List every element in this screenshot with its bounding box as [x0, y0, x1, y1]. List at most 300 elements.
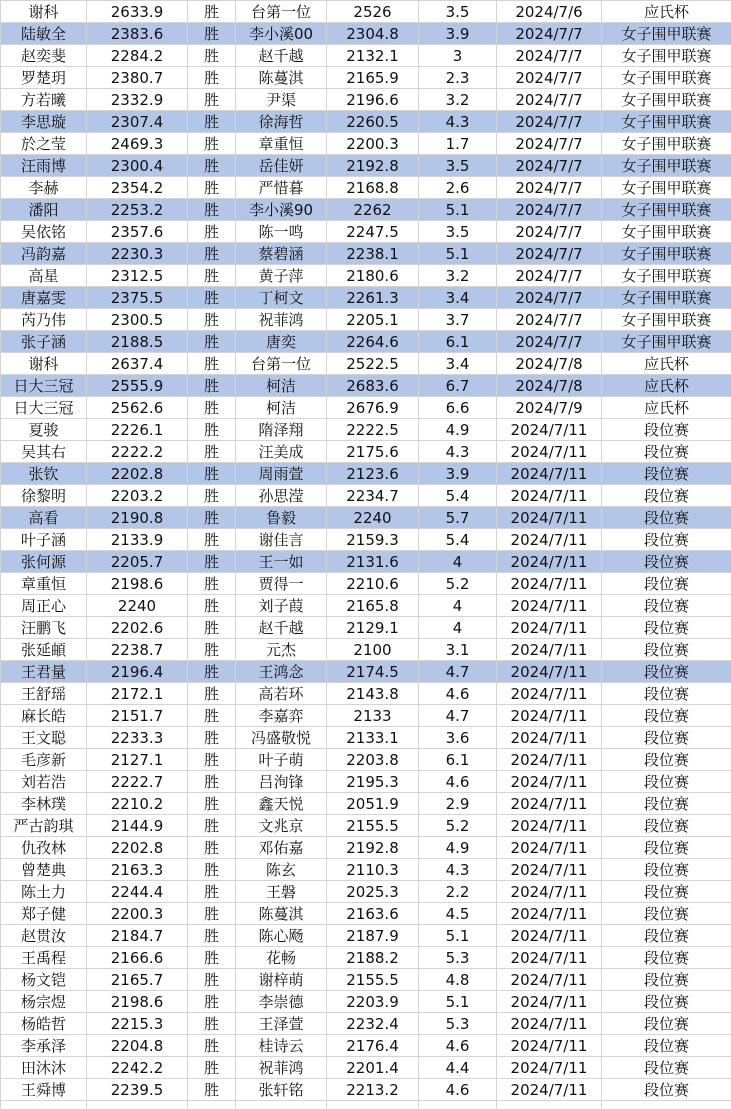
result-cell[interactable]: 胜: [188, 903, 236, 925]
result-cell[interactable]: 胜: [188, 551, 236, 573]
loser-rating-cell[interactable]: 2240: [327, 507, 419, 529]
result-cell[interactable]: 胜: [188, 727, 236, 749]
winner-name-cell[interactable]: 冯韵嘉: [1, 243, 87, 265]
result-cell[interactable]: 胜: [188, 419, 236, 441]
table-row[interactable]: [1, 661, 731, 683]
table-row[interactable]: [1, 881, 731, 903]
loser-name-cell[interactable]: 柯洁: [236, 397, 327, 419]
game-date-cell[interactable]: 2024/7/11: [497, 441, 602, 463]
winner-name-cell[interactable]: 高星: [1, 265, 87, 287]
game-date-cell[interactable]: 2024/7/7: [497, 23, 602, 45]
game-date-cell[interactable]: 2024/7/7: [497, 199, 602, 221]
rating-diff-cell[interactable]: 3.5: [419, 1, 497, 23]
tournament-cell[interactable]: 段位赛: [602, 551, 731, 573]
winner-rating-cell[interactable]: 2222.7: [87, 771, 188, 793]
result-cell[interactable]: 胜: [188, 1035, 236, 1057]
loser-rating-cell[interactable]: 2132.1: [327, 45, 419, 67]
rating-diff-cell[interactable]: 5.1: [419, 199, 497, 221]
loser-name-cell[interactable]: 陈蔓淇: [236, 903, 327, 925]
game-date-cell[interactable]: 2024/7/11: [497, 1057, 602, 1079]
tournament-cell[interactable]: 段位赛: [602, 815, 731, 837]
game-date-cell[interactable]: 2024/7/7: [497, 155, 602, 177]
table-row[interactable]: [1, 375, 731, 397]
loser-name-cell[interactable]: 冯盛敬悦: [236, 727, 327, 749]
tournament-cell[interactable]: 女子围甲联赛: [602, 155, 731, 177]
table-row[interactable]: [1, 221, 731, 243]
result-cell[interactable]: 胜: [188, 661, 236, 683]
result-cell[interactable]: 胜: [188, 397, 236, 419]
tournament-cell[interactable]: 段位赛: [602, 419, 731, 441]
tournament-cell[interactable]: 段位赛: [602, 903, 731, 925]
rating-diff-cell[interactable]: 2.9: [419, 793, 497, 815]
rating-diff-cell[interactable]: 4.3: [419, 859, 497, 881]
table-row[interactable]: [1, 969, 731, 991]
loser-rating-cell[interactable]: 2155.5: [327, 815, 419, 837]
winner-name-cell[interactable]: 日大三冠: [1, 375, 87, 397]
winner-name-cell[interactable]: 汪雨博: [1, 155, 87, 177]
loser-rating-cell[interactable]: 2110.3: [327, 859, 419, 881]
loser-rating-cell[interactable]: 2129.1: [327, 617, 419, 639]
winner-name-cell[interactable]: 麻长皓: [1, 705, 87, 727]
loser-rating-cell[interactable]: 2203.9: [327, 991, 419, 1013]
tournament-cell[interactable]: 段位赛: [602, 727, 731, 749]
rating-diff-cell[interactable]: 5.2: [419, 573, 497, 595]
result-cell[interactable]: 胜: [188, 287, 236, 309]
table-row[interactable]: [1, 45, 731, 67]
tournament-cell[interactable]: 女子围甲联赛: [602, 243, 731, 265]
rating-diff-cell[interactable]: 6.6: [419, 397, 497, 419]
tournament-cell[interactable]: 段位赛: [602, 529, 731, 551]
game-date-cell[interactable]: 2024/7/11: [497, 859, 602, 881]
game-date-cell[interactable]: 2024/7/11: [497, 529, 602, 551]
tournament-cell[interactable]: 段位赛: [602, 573, 731, 595]
loser-rating-cell[interactable]: 2205.1: [327, 309, 419, 331]
game-date-cell[interactable]: 2024/7/11: [497, 925, 602, 947]
tournament-cell[interactable]: 女子围甲联赛: [602, 331, 731, 353]
tournament-cell[interactable]: 段位赛: [602, 837, 731, 859]
game-date-cell[interactable]: 2024/7/7: [497, 309, 602, 331]
game-date-cell[interactable]: 2024/7/11: [497, 903, 602, 925]
game-date-cell[interactable]: 2024/7/11: [497, 947, 602, 969]
winner-rating-cell[interactable]: 2312.5: [87, 265, 188, 287]
table-row[interactable]: [1, 991, 731, 1013]
game-date-cell[interactable]: 2024/7/11: [497, 595, 602, 617]
loser-name-cell[interactable]: 严惜暮: [236, 177, 327, 199]
game-date-cell[interactable]: 2024/7/11: [497, 1079, 602, 1101]
rating-diff-cell[interactable]: 4.8: [419, 969, 497, 991]
game-date-cell[interactable]: 2024/7/11: [497, 1035, 602, 1057]
game-date-cell[interactable]: 2024/7/11: [497, 573, 602, 595]
game-date-cell[interactable]: 2024/7/11: [497, 793, 602, 815]
result-cell[interactable]: 胜: [188, 837, 236, 859]
game-date-cell[interactable]: 2024/7/11: [497, 617, 602, 639]
loser-name-cell[interactable]: 蔡碧涵: [236, 243, 327, 265]
rating-diff-cell[interactable]: 4.6: [419, 683, 497, 705]
game-date-cell[interactable]: 2024/7/11: [497, 815, 602, 837]
table-row[interactable]: [1, 89, 731, 111]
winner-name-cell[interactable]: 李赫: [1, 177, 87, 199]
loser-name-cell[interactable]: 祝菲鸿: [236, 1057, 327, 1079]
tournament-cell[interactable]: 段位赛: [602, 1013, 731, 1035]
rating-diff-cell[interactable]: 4: [419, 551, 497, 573]
winner-name-cell[interactable]: 严古韵琪: [1, 815, 87, 837]
loser-name-cell[interactable]: 陈玄: [236, 859, 327, 881]
tournament-cell[interactable]: 女子围甲联赛: [602, 265, 731, 287]
winner-name-cell[interactable]: 王文聪: [1, 727, 87, 749]
loser-name-cell[interactable]: 李小溪90: [236, 199, 327, 221]
winner-name-cell[interactable]: 李思璇: [1, 111, 87, 133]
game-date-cell[interactable]: 2024/7/7: [497, 177, 602, 199]
game-date-cell[interactable]: 2024/7/11: [497, 507, 602, 529]
tournament-cell[interactable]: 女子围甲联赛: [602, 133, 731, 155]
winner-rating-cell[interactable]: 2198.6: [87, 991, 188, 1013]
tournament-cell[interactable]: 女子围甲联赛: [602, 199, 731, 221]
tournament-cell[interactable]: 段位赛: [602, 749, 731, 771]
winner-rating-cell[interactable]: 2226.1: [87, 419, 188, 441]
table-row[interactable]: [1, 507, 731, 529]
loser-name-cell[interactable]: 赵千越: [236, 617, 327, 639]
result-cell[interactable]: 胜: [188, 793, 236, 815]
loser-rating-cell[interactable]: 2192.8: [327, 155, 419, 177]
tournament-cell[interactable]: 段位赛: [602, 881, 731, 903]
loser-name-cell[interactable]: 王一如: [236, 551, 327, 573]
rating-diff-cell[interactable]: 6.1: [419, 331, 497, 353]
loser-name-cell[interactable]: 叶子萌: [236, 749, 327, 771]
rating-diff-cell[interactable]: 3.9: [419, 463, 497, 485]
result-cell[interactable]: 胜: [188, 881, 236, 903]
game-date-cell[interactable]: 2024/7/11: [497, 969, 602, 991]
loser-name-cell[interactable]: 元杰: [236, 639, 327, 661]
rating-diff-cell[interactable]: 4.5: [419, 903, 497, 925]
tournament-cell[interactable]: 段位赛: [602, 991, 731, 1013]
loser-name-cell[interactable]: 陈一鸣: [236, 221, 327, 243]
winner-name-cell[interactable]: 罗楚玥: [1, 67, 87, 89]
loser-name-cell[interactable]: 鲁毅: [236, 507, 327, 529]
loser-name-cell[interactable]: 台第一位: [236, 1, 327, 23]
tournament-cell[interactable]: 段位赛: [602, 485, 731, 507]
result-cell[interactable]: 胜: [188, 1079, 236, 1101]
table-row[interactable]: [1, 199, 731, 221]
rating-diff-cell[interactable]: 1.7: [419, 133, 497, 155]
loser-rating-cell[interactable]: 2210.6: [327, 573, 419, 595]
loser-rating-cell[interactable]: 2159.3: [327, 529, 419, 551]
rating-diff-cell[interactable]: 3.4: [419, 287, 497, 309]
table-row[interactable]: [1, 441, 731, 463]
rating-diff-cell[interactable]: 6.7: [419, 375, 497, 397]
winner-name-cell[interactable]: 吴依铭: [1, 221, 87, 243]
loser-name-cell[interactable]: 李小溪00: [236, 23, 327, 45]
table-row[interactable]: [1, 397, 731, 419]
table-row[interactable]: [1, 903, 731, 925]
loser-rating-cell[interactable]: 2261.3: [327, 287, 419, 309]
table-row[interactable]: [1, 771, 731, 793]
loser-rating-cell[interactable]: 2196.6: [327, 89, 419, 111]
winner-rating-cell[interactable]: 2244.4: [87, 881, 188, 903]
game-date-cell[interactable]: 2024/7/11: [497, 749, 602, 771]
game-date-cell[interactable]: 2024/7/8: [497, 375, 602, 397]
loser-rating-cell[interactable]: 2304.8: [327, 23, 419, 45]
result-cell[interactable]: 胜: [188, 111, 236, 133]
winner-rating-cell[interactable]: 2172.1: [87, 683, 188, 705]
loser-rating-cell[interactable]: 2025.3: [327, 881, 419, 903]
loser-rating-cell[interactable]: 2232.4: [327, 1013, 419, 1035]
winner-name-cell[interactable]: 仇孜林: [1, 837, 87, 859]
table-row[interactable]: [1, 309, 731, 331]
result-cell[interactable]: 胜: [188, 925, 236, 947]
winner-name-cell[interactable]: 王舜博: [1, 1079, 87, 1101]
tournament-cell[interactable]: 女子围甲联赛: [602, 221, 731, 243]
tournament-cell[interactable]: 段位赛: [602, 793, 731, 815]
winner-rating-cell[interactable]: 2215.3: [87, 1013, 188, 1035]
winner-name-cell[interactable]: 郑子健: [1, 903, 87, 925]
winner-name-cell[interactable]: 杨文铠: [1, 969, 87, 991]
rating-diff-cell[interactable]: 5.3: [419, 1013, 497, 1035]
rating-diff-cell[interactable]: 2.3: [419, 67, 497, 89]
winner-rating-cell[interactable]: 2375.5: [87, 287, 188, 309]
winner-name-cell[interactable]: 陈土力: [1, 881, 87, 903]
result-cell[interactable]: 胜: [188, 177, 236, 199]
rating-diff-cell[interactable]: 5.1: [419, 925, 497, 947]
rating-diff-cell[interactable]: 4.6: [419, 1079, 497, 1101]
result-cell[interactable]: 胜: [188, 573, 236, 595]
tournament-cell[interactable]: 应氏杯: [602, 375, 731, 397]
loser-name-cell[interactable]: 李崇德: [236, 991, 327, 1013]
winner-rating-cell[interactable]: 2300.5: [87, 309, 188, 331]
loser-name-cell[interactable]: 祝菲鸿: [236, 309, 327, 331]
winner-name-cell[interactable]: 赵奕斐: [1, 45, 87, 67]
winner-name-cell[interactable]: 徐黎明: [1, 485, 87, 507]
loser-rating-cell[interactable]: 2238.1: [327, 243, 419, 265]
tournament-cell[interactable]: 段位赛: [602, 463, 731, 485]
loser-rating-cell[interactable]: 2213.2: [327, 1079, 419, 1101]
loser-name-cell[interactable]: 鑫天悦: [236, 793, 327, 815]
game-date-cell[interactable]: 2024/7/8: [497, 353, 602, 375]
table-row[interactable]: [1, 1057, 731, 1079]
winner-name-cell[interactable]: 毛彦新: [1, 749, 87, 771]
winner-rating-cell[interactable]: 2190.8: [87, 507, 188, 529]
tournament-cell[interactable]: 段位赛: [602, 617, 731, 639]
loser-rating-cell[interactable]: 2133.1: [327, 727, 419, 749]
table-row[interactable]: [1, 463, 731, 485]
rating-diff-cell[interactable]: 5.4: [419, 485, 497, 507]
result-cell[interactable]: 胜: [188, 485, 236, 507]
winner-rating-cell[interactable]: 2233.3: [87, 727, 188, 749]
loser-name-cell[interactable]: 尹渠: [236, 89, 327, 111]
tournament-cell[interactable]: 应氏杯: [602, 397, 731, 419]
loser-rating-cell[interactable]: 2176.4: [327, 1035, 419, 1057]
winner-name-cell[interactable]: 刘若浩: [1, 771, 87, 793]
winner-rating-cell[interactable]: 2300.4: [87, 155, 188, 177]
loser-rating-cell[interactable]: 2195.3: [327, 771, 419, 793]
winner-name-cell[interactable]: 芮乃伟: [1, 309, 87, 331]
table-row[interactable]: [1, 155, 731, 177]
rating-diff-cell[interactable]: 3.1: [419, 639, 497, 661]
loser-rating-cell[interactable]: 2247.5: [327, 221, 419, 243]
winner-rating-cell[interactable]: 2165.7: [87, 969, 188, 991]
winner-rating-cell[interactable]: 2230.3: [87, 243, 188, 265]
result-cell[interactable]: 胜: [188, 683, 236, 705]
game-date-cell[interactable]: 2024/7/7: [497, 111, 602, 133]
winner-name-cell[interactable]: 章重恒: [1, 573, 87, 595]
loser-rating-cell[interactable]: 2222.5: [327, 419, 419, 441]
loser-name-cell[interactable]: 岳佳妍: [236, 155, 327, 177]
loser-name-cell[interactable]: 章重恒: [236, 133, 327, 155]
loser-rating-cell[interactable]: 2143.8: [327, 683, 419, 705]
game-date-cell[interactable]: 2024/7/11: [497, 661, 602, 683]
table-row[interactable]: [1, 1013, 731, 1035]
game-date-cell[interactable]: 2024/7/7: [497, 265, 602, 287]
table-row[interactable]: [1, 1079, 731, 1101]
table-row[interactable]: [1, 837, 731, 859]
game-date-cell[interactable]: 2024/7/11: [497, 727, 602, 749]
winner-rating-cell[interactable]: 2555.9: [87, 375, 188, 397]
tournament-cell[interactable]: 段位赛: [602, 1079, 731, 1101]
winner-rating-cell[interactable]: 2202.6: [87, 617, 188, 639]
game-date-cell[interactable]: 2024/7/11: [497, 463, 602, 485]
game-date-cell[interactable]: 2024/7/7: [497, 221, 602, 243]
tournament-cell[interactable]: 段位赛: [602, 595, 731, 617]
tournament-cell[interactable]: 段位赛: [602, 705, 731, 727]
rating-diff-cell[interactable]: 5.3: [419, 947, 497, 969]
loser-rating-cell[interactable]: 2165.8: [327, 595, 419, 617]
loser-rating-cell[interactable]: 2264.6: [327, 331, 419, 353]
result-cell[interactable]: 胜: [188, 1057, 236, 1079]
rating-diff-cell[interactable]: 3.2: [419, 265, 497, 287]
winner-rating-cell[interactable]: 2198.6: [87, 573, 188, 595]
table-row[interactable]: [1, 947, 731, 969]
loser-rating-cell[interactable]: 2123.6: [327, 463, 419, 485]
rating-diff-cell[interactable]: 3.4: [419, 353, 497, 375]
result-cell[interactable]: 胜: [188, 375, 236, 397]
result-cell[interactable]: 胜: [188, 991, 236, 1013]
loser-name-cell[interactable]: 台第一位: [236, 353, 327, 375]
loser-rating-cell[interactable]: 2676.9: [327, 397, 419, 419]
winner-rating-cell[interactable]: 2240: [87, 595, 188, 617]
table-row[interactable]: [1, 1035, 731, 1057]
result-cell[interactable]: 胜: [188, 463, 236, 485]
rating-diff-cell[interactable]: 3.7: [419, 309, 497, 331]
loser-name-cell[interactable]: 邓佑嘉: [236, 837, 327, 859]
tournament-cell[interactable]: 段位赛: [602, 771, 731, 793]
tournament-cell[interactable]: 段位赛: [602, 925, 731, 947]
winner-name-cell[interactable]: 吴其右: [1, 441, 87, 463]
tournament-cell[interactable]: 女子围甲联赛: [602, 177, 731, 199]
game-date-cell[interactable]: 2024/7/11: [497, 551, 602, 573]
table-row[interactable]: [1, 705, 731, 727]
loser-rating-cell[interactable]: 2051.9: [327, 793, 419, 815]
game-date-cell[interactable]: 2024/7/7: [497, 89, 602, 111]
table-row[interactable]: [1, 727, 731, 749]
winner-name-cell[interactable]: 谢科: [1, 1, 87, 23]
tournament-cell[interactable]: 段位赛: [602, 859, 731, 881]
winner-rating-cell[interactable]: 2357.6: [87, 221, 188, 243]
rating-diff-cell[interactable]: 5.1: [419, 991, 497, 1013]
winner-rating-cell[interactable]: 2284.2: [87, 45, 188, 67]
result-cell[interactable]: 胜: [188, 1013, 236, 1035]
tournament-cell[interactable]: 段位赛: [602, 441, 731, 463]
result-cell[interactable]: 胜: [188, 309, 236, 331]
loser-rating-cell[interactable]: 2174.5: [327, 661, 419, 683]
result-cell[interactable]: 胜: [188, 67, 236, 89]
winner-name-cell[interactable]: 张子涵: [1, 331, 87, 353]
rating-diff-cell[interactable]: 5.1: [419, 243, 497, 265]
loser-name-cell[interactable]: 周雨萱: [236, 463, 327, 485]
winner-name-cell[interactable]: 曾楚典: [1, 859, 87, 881]
rating-diff-cell[interactable]: 3: [419, 45, 497, 67]
loser-name-cell[interactable]: 汪美成: [236, 441, 327, 463]
result-cell[interactable]: 胜: [188, 815, 236, 837]
winner-name-cell[interactable]: 田沐沐: [1, 1057, 87, 1079]
winner-rating-cell[interactable]: 2242.2: [87, 1057, 188, 1079]
game-date-cell[interactable]: 2024/7/11: [497, 705, 602, 727]
game-date-cell[interactable]: 2024/7/7: [497, 133, 602, 155]
rating-diff-cell[interactable]: 4.7: [419, 661, 497, 683]
rating-diff-cell[interactable]: 4.3: [419, 441, 497, 463]
winner-rating-cell[interactable]: 2307.4: [87, 111, 188, 133]
tournament-cell[interactable]: 女子围甲联赛: [602, 45, 731, 67]
table-row[interactable]: [1, 331, 731, 353]
table-row[interactable]: [1, 177, 731, 199]
rating-diff-cell[interactable]: 4.4: [419, 1057, 497, 1079]
winner-rating-cell[interactable]: 2133.9: [87, 529, 188, 551]
table-row[interactable]: [1, 67, 731, 89]
table-row[interactable]: [1, 1, 731, 23]
loser-rating-cell[interactable]: 2168.8: [327, 177, 419, 199]
winner-rating-cell[interactable]: 2380.7: [87, 67, 188, 89]
result-cell[interactable]: 胜: [188, 529, 236, 551]
result-cell[interactable]: 胜: [188, 155, 236, 177]
winner-rating-cell[interactable]: 2253.2: [87, 199, 188, 221]
result-cell[interactable]: 胜: [188, 243, 236, 265]
result-cell[interactable]: 胜: [188, 771, 236, 793]
loser-rating-cell[interactable]: 2683.6: [327, 375, 419, 397]
table-row[interactable]: [1, 23, 731, 45]
result-cell[interactable]: 胜: [188, 705, 236, 727]
loser-name-cell[interactable]: 刘子葭: [236, 595, 327, 617]
winner-rating-cell[interactable]: 2383.6: [87, 23, 188, 45]
table-row[interactable]: [1, 683, 731, 705]
result-cell[interactable]: 胜: [188, 969, 236, 991]
loser-rating-cell[interactable]: 2188.2: [327, 947, 419, 969]
table-row[interactable]: [1, 287, 731, 309]
winner-rating-cell[interactable]: 2204.8: [87, 1035, 188, 1057]
rating-diff-cell[interactable]: 4: [419, 595, 497, 617]
game-date-cell[interactable]: 2024/7/11: [497, 1013, 602, 1035]
winner-name-cell[interactable]: 方若曦: [1, 89, 87, 111]
winner-name-cell[interactable]: 杨宗煜: [1, 991, 87, 1013]
winner-name-cell[interactable]: 李林璞: [1, 793, 87, 815]
rating-diff-cell[interactable]: 4.9: [419, 419, 497, 441]
rating-diff-cell[interactable]: 4.9: [419, 837, 497, 859]
loser-rating-cell[interactable]: 2234.7: [327, 485, 419, 507]
tournament-cell[interactable]: 段位赛: [602, 1057, 731, 1079]
loser-rating-cell[interactable]: 2192.8: [327, 837, 419, 859]
loser-name-cell[interactable]: 吕洵锋: [236, 771, 327, 793]
loser-name-cell[interactable]: 高若环: [236, 683, 327, 705]
result-cell[interactable]: 胜: [188, 23, 236, 45]
loser-name-cell[interactable]: 谢佳言: [236, 529, 327, 551]
game-date-cell[interactable]: 2024/7/11: [497, 881, 602, 903]
rating-diff-cell[interactable]: 3.2: [419, 89, 497, 111]
tournament-cell[interactable]: 段位赛: [602, 969, 731, 991]
winner-name-cell[interactable]: 夏骏: [1, 419, 87, 441]
winner-name-cell[interactable]: 王禹程: [1, 947, 87, 969]
game-date-cell[interactable]: 2024/7/11: [497, 639, 602, 661]
result-cell[interactable]: 胜: [188, 749, 236, 771]
game-date-cell[interactable]: 2024/7/7: [497, 331, 602, 353]
game-date-cell[interactable]: 2024/7/7: [497, 45, 602, 67]
result-cell[interactable]: 胜: [188, 441, 236, 463]
